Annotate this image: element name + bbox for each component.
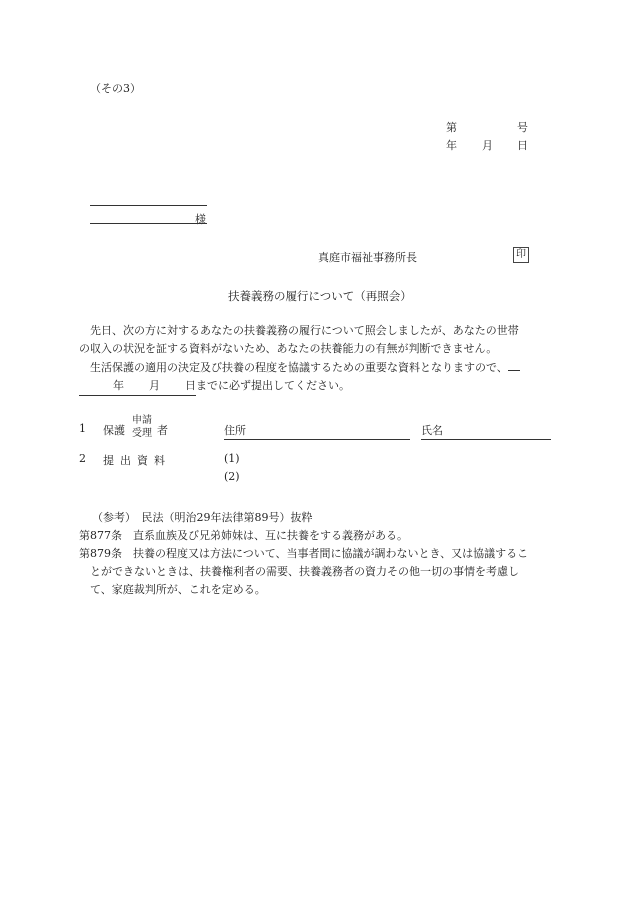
address-label: 住所: [224, 424, 246, 437]
address-field[interactable]: [224, 422, 410, 440]
item-number: 1: [79, 422, 86, 435]
document-entry-2: (2): [224, 470, 240, 483]
date-year: 年: [446, 139, 457, 152]
seal-stamp: 印: [513, 247, 529, 263]
deadline-year: 年: [113, 379, 124, 392]
deadline-month: 月: [149, 379, 160, 392]
law-article-877: [79, 527, 559, 545]
name-label: 氏名: [421, 424, 443, 437]
article-number: 第877条: [79, 529, 122, 542]
article-text-1: 扶養の程度又は方法について、当事者間に協議が調わないとき、又は協議するこ: [133, 547, 529, 560]
law-article-879: [79, 545, 559, 599]
reference-number-prefix: 第: [446, 121, 457, 134]
body-text: [79, 322, 554, 396]
addressee-honorific: 様: [195, 213, 206, 226]
article-number: 第879条: [79, 547, 122, 560]
reference-number-suffix: 号: [517, 121, 528, 134]
article-879-line-2: とができないときは、扶養権利者の需要、扶養義務者の資力その他一切の事情を考慮し: [90, 565, 519, 578]
page-label: （その3）: [90, 82, 141, 95]
deadline-blank: [79, 377, 196, 396]
paragraph-1-line-2: の収入の状況を証する資料がないため、あなたの扶養能力の有無が判断できません。: [79, 342, 498, 355]
item-number: 2: [79, 452, 86, 465]
document-title: 扶養義務の履行について（再照会）: [228, 289, 412, 303]
item-label: 保護: [103, 424, 125, 437]
reference-heading: （参考） 民法（明治29年法律第89号）抜粋: [92, 511, 313, 524]
paragraph-2-line-2: [79, 377, 554, 396]
deadline-day: 日: [185, 379, 196, 392]
item-label: 提出資料: [103, 454, 171, 467]
deadline-instruction: までに必ず提出してください。: [196, 379, 350, 392]
stack-bottom: 受理: [132, 428, 152, 439]
paragraph-1-line-1: 先日、次の方に対するあなたの扶養義務の履行について照会しましたが、あなたの世帯: [90, 324, 519, 337]
stack-top: 申請: [132, 415, 152, 426]
deadline-blank-lead: [508, 358, 520, 371]
name-field[interactable]: [421, 422, 551, 440]
sender-title: 真庭市福祉事務所長: [318, 251, 417, 264]
addressee-line-1: [90, 205, 207, 206]
article-879-line-1: [79, 545, 559, 563]
date-day: 日: [517, 139, 528, 152]
article-text: 直系血族及び兄弟姉妹は、互に扶養をする義務がある。: [133, 529, 408, 542]
paragraph-2-text: 生活保護の適用の決定及び扶養の程度を協議するための重要な資料となりますので、: [90, 361, 508, 374]
item-suffix: 者: [157, 424, 168, 437]
paragraph-2-line-1: [79, 358, 554, 377]
applicant-type-stack: [132, 414, 152, 440]
date-month: 月: [482, 139, 493, 152]
article-879-line-3: て、家庭裁判所が、これを定める。: [90, 583, 266, 596]
addressee-line-2: [90, 223, 207, 224]
document-entry-1: (1): [224, 452, 240, 465]
